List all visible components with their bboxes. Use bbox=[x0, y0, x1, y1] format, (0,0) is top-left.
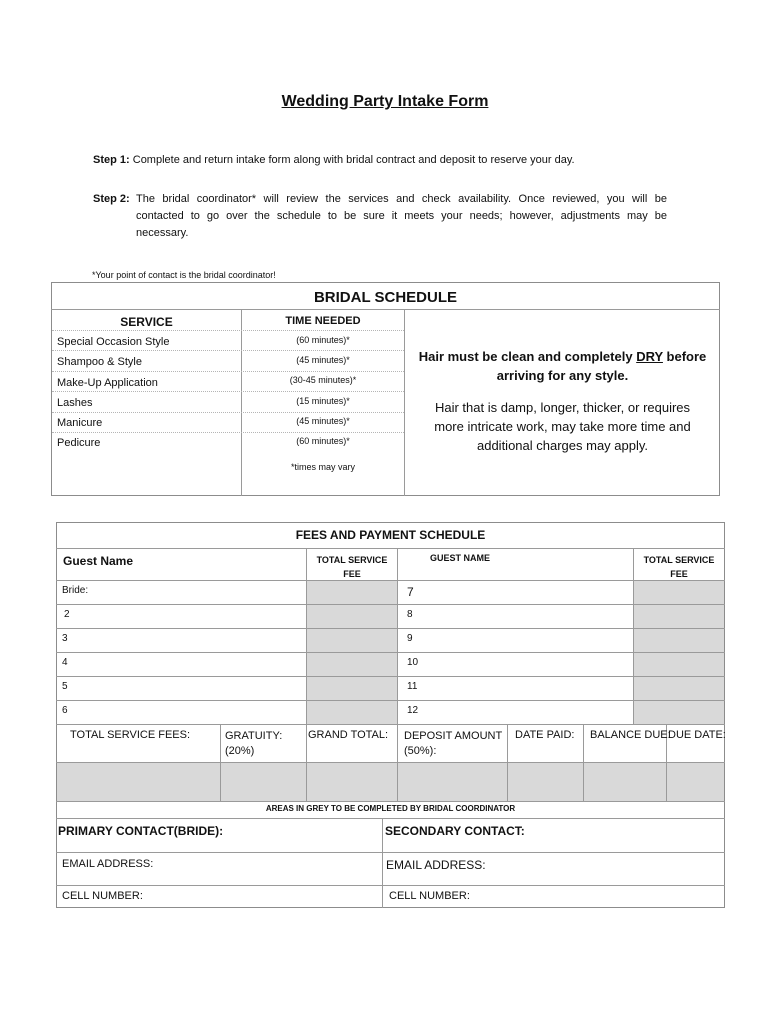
balance-due-label: BALANCE DUE: bbox=[590, 729, 671, 741]
divider bbox=[507, 724, 508, 801]
due-date-label: DUE DATE: bbox=[668, 729, 726, 741]
date-paid-label: DATE PAID: bbox=[515, 729, 575, 741]
service-time: (60 minutes)* bbox=[296, 436, 350, 446]
contact-note: *Your point of contact is the bridal coordinator! bbox=[92, 270, 276, 280]
guest-row-label: 2 bbox=[64, 609, 70, 620]
divider bbox=[397, 548, 398, 801]
col-total-fee-header bbox=[307, 553, 397, 581]
divider bbox=[56, 801, 725, 802]
hair-info-line-2: more intricate work, may take more time and bbox=[434, 419, 691, 434]
gratuity-label bbox=[225, 729, 282, 759]
guest-row-label: 12 bbox=[407, 705, 419, 716]
grey-summary-row bbox=[57, 762, 724, 801]
col-total-fee-header-line-2: FEE bbox=[343, 569, 361, 579]
row-divider bbox=[52, 432, 404, 433]
divider bbox=[56, 818, 725, 819]
bridal-schedule-title: BRIDAL SCHEDULE bbox=[313, 289, 458, 306]
guest-row-label: 8 bbox=[407, 609, 413, 620]
step-1 bbox=[93, 152, 693, 169]
col-total-fee-header-line-1: TOTAL SERVICE bbox=[316, 555, 388, 565]
divider bbox=[382, 818, 383, 908]
email-left-label: EMAIL ADDRESS: bbox=[62, 858, 154, 870]
row-divider bbox=[52, 350, 404, 351]
divider bbox=[56, 548, 725, 549]
service-name: Special Occasion Style bbox=[57, 336, 170, 348]
service-name: Shampoo & Style bbox=[57, 356, 142, 368]
secondary-contact-label: SECONDARY CONTACT: bbox=[385, 824, 525, 838]
service-time: (45 minutes)* bbox=[296, 416, 350, 426]
divider bbox=[56, 885, 725, 886]
cell-right-label: CELL NUMBER: bbox=[389, 890, 470, 902]
divider bbox=[306, 548, 307, 801]
hair-notice-text-a: Hair must be clean and completely bbox=[418, 349, 637, 364]
total-service-fees-label: TOTAL SERVICE FEES: bbox=[70, 729, 191, 741]
service-name: Lashes bbox=[57, 397, 93, 409]
hair-info-line-1: Hair that is damp, longer, thicker, or requires bbox=[434, 400, 691, 415]
row-divider bbox=[52, 391, 404, 392]
hair-info-line-3: additional charges may apply. bbox=[476, 438, 649, 453]
step-1-label: Step 1: bbox=[93, 154, 130, 166]
service-time: (45 minutes)* bbox=[296, 355, 350, 365]
divider bbox=[56, 604, 725, 605]
col-service-header: SERVICE bbox=[120, 315, 173, 329]
service-time: (60 minutes)* bbox=[296, 335, 350, 345]
hair-notice-text-b: before bbox=[662, 349, 707, 364]
row-divider bbox=[52, 412, 404, 413]
divider bbox=[56, 724, 725, 725]
hair-info bbox=[405, 398, 720, 455]
service-time: (15 minutes)* bbox=[296, 396, 350, 406]
guest-row-label: 6 bbox=[62, 705, 68, 716]
step-2-label: Step 2: bbox=[93, 193, 130, 205]
hair-notice-line-2: arriving for any style. bbox=[496, 368, 629, 383]
deposit-amount-label-line-1: DEPOSIT AMOUNT bbox=[404, 730, 503, 742]
service-name: Make-Up Application bbox=[57, 377, 158, 389]
step-2-line-1: The bridal coordinator* will review the services and check availability. Once reviewed, you will be bbox=[136, 193, 667, 205]
service-name: Pedicure bbox=[57, 437, 101, 449]
cell-left-label: CELL NUMBER: bbox=[62, 890, 143, 902]
guest-row-label: 5 bbox=[62, 681, 68, 692]
divider bbox=[583, 724, 584, 801]
row-divider bbox=[52, 371, 404, 372]
divider bbox=[56, 628, 725, 629]
guest-row-label: 3 bbox=[62, 633, 68, 644]
divider bbox=[56, 652, 725, 653]
gratuity-label-line-1: GRATUITY: bbox=[225, 730, 283, 742]
divider bbox=[56, 762, 725, 763]
times-vary-note: *times may vary bbox=[290, 462, 355, 472]
guest-row-label: 11 bbox=[407, 681, 418, 692]
guest-row-label: Bride: bbox=[62, 585, 89, 596]
step-2-line-2: contacted to go over the schedule to be sure it meets your needs; however, adjustments may be bbox=[136, 210, 667, 222]
hair-notice bbox=[405, 347, 720, 385]
gratuity-label-line-2: (20%) bbox=[225, 745, 255, 757]
deposit-amount-label bbox=[404, 729, 502, 759]
col-total-fee-right-header-line-2: FEE bbox=[670, 569, 688, 579]
primary-contact-label: PRIMARY CONTACT(BRIDE): bbox=[58, 824, 224, 838]
col-guest-name-right-header: GUEST NAME bbox=[430, 553, 491, 563]
col-guest-name-header: Guest Name bbox=[63, 554, 134, 568]
col-total-fee-right-header bbox=[634, 553, 724, 581]
grand-total-label: GRAND TOTAL: bbox=[308, 729, 389, 741]
page-title: Wedding Party Intake Form bbox=[281, 93, 489, 110]
guest-row-label: 4 bbox=[62, 657, 68, 668]
service-name: Manicure bbox=[57, 417, 103, 429]
grey-areas-note: AREAS IN GREY TO BE COMPLETED BY BRIDAL COORDINATOR bbox=[265, 804, 516, 813]
hair-notice-dry: DRY bbox=[636, 349, 663, 364]
divider bbox=[56, 676, 725, 677]
divider bbox=[56, 852, 725, 853]
fees-title: FEES AND PAYMENT SCHEDULE bbox=[295, 528, 486, 542]
guest-row-label: 10 bbox=[407, 657, 419, 668]
divider bbox=[51, 309, 720, 310]
email-right-label: EMAIL ADDRESS: bbox=[386, 858, 486, 872]
divider bbox=[56, 700, 725, 701]
divider bbox=[220, 724, 221, 801]
col-time-header: TIME NEEDED bbox=[285, 315, 361, 327]
step-1-text: Complete and return intake form along with bridal contract and deposit to reserve your day. bbox=[132, 154, 575, 166]
guest-row-label: 7 bbox=[407, 585, 414, 599]
deposit-amount-label-line-2: (50%): bbox=[404, 745, 437, 757]
service-time: (30-45 minutes)* bbox=[289, 375, 357, 385]
step-2-line-3: necessary. bbox=[136, 227, 189, 239]
col-total-fee-right-header-line-1: TOTAL SERVICE bbox=[643, 555, 715, 565]
guest-row-label: 9 bbox=[407, 633, 413, 644]
row-divider bbox=[52, 330, 404, 331]
